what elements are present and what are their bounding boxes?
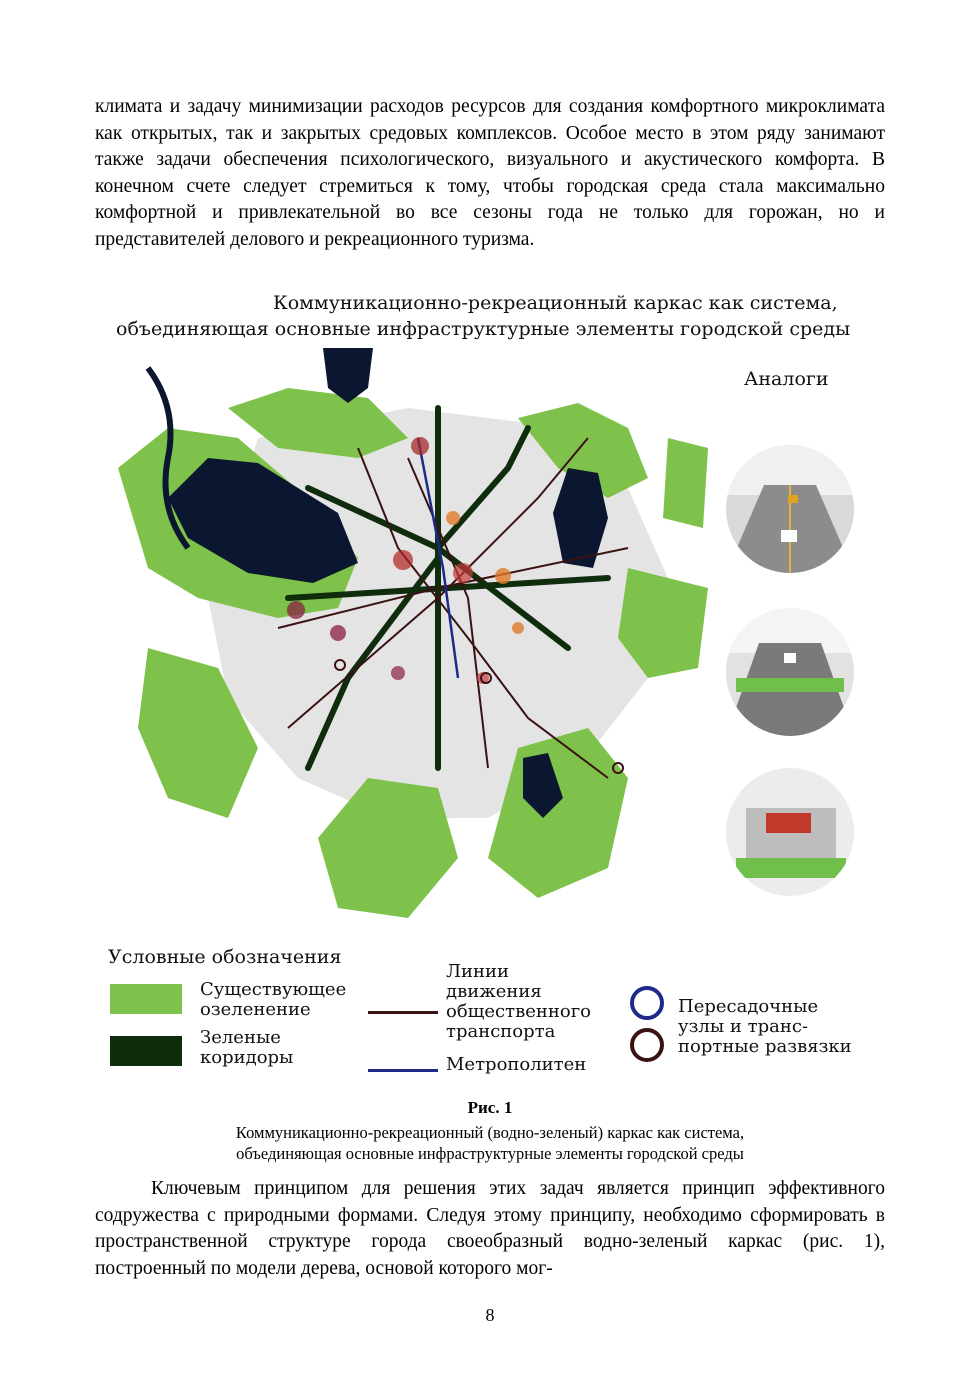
legend-transit-line bbox=[368, 1011, 438, 1014]
figure-label: Рис. 1 bbox=[467, 1098, 513, 1117]
figure-title-line2: объединяющая основные инфраструктурные элементы городской среды bbox=[116, 318, 851, 340]
analog-image-square bbox=[726, 768, 854, 896]
legend-metro-line bbox=[368, 1069, 438, 1072]
page-number: 8 bbox=[485, 1305, 495, 1325]
paragraph-top: климата и задачу минимизации расходов ресурсов для создания комфортного микроклимата как открытых, так и закрытых средовых комплексов. Особое место в этом ряду занимают также задачи обеспечения психологического, визуального и акустического комфорта. В конечном счете следует стремиться к тому, чтобы городская среда стала максимально комфортной и привлекательной во все сезоны года не только для горожан, но и представителей делового и рекреационного туризма. bbox=[95, 96, 885, 250]
paragraph-bottom-text: Ключевым принципом для решения этих задач является принцип эффективного содружества с природными формами. Следуя этому принципу, необходимо сформировать в пространственной структуре города своеобразный водно-зеленый каркас (рис. 1), построенный по модели дерева, основой которого мог- bbox=[95, 1178, 885, 1279]
legend-greenery-swatch bbox=[110, 984, 182, 1014]
analog-image-street bbox=[726, 445, 854, 573]
figure-caption: Коммуникационно-рекреационный (водно-зеленый) каркас как система, объединяющая основные инфраструктурные элементы городской среды bbox=[235, 1123, 745, 1163]
legend-corridor-swatch bbox=[110, 1036, 182, 1066]
legend-corridor-label: Зеленые коридоры bbox=[200, 1027, 294, 1068]
paragraph-bottom bbox=[95, 1176, 885, 1282]
legend-metro-label: Метрополитен bbox=[446, 1054, 587, 1075]
greenery-far-east bbox=[663, 438, 708, 528]
analogs-label: Аналоги bbox=[744, 368, 829, 390]
metro-ring-icon bbox=[630, 986, 664, 1020]
transport-ring-icon bbox=[630, 1028, 664, 1062]
city-map bbox=[108, 348, 718, 933]
analog-image-boulevard bbox=[726, 608, 854, 736]
figure-title-line1: Коммуникационно-рекреационный каркас как система, bbox=[273, 292, 838, 314]
legend-greenery-label: Существующее озеленение bbox=[200, 979, 347, 1020]
legend-nodes-label: Пересадочные узлы и транс- портные развязки bbox=[678, 996, 852, 1057]
figure bbox=[108, 290, 873, 1090]
legend-title: Условные обозначения bbox=[108, 946, 342, 968]
legend-transit-label: Линии движения общественного транспорта bbox=[446, 961, 591, 1042]
